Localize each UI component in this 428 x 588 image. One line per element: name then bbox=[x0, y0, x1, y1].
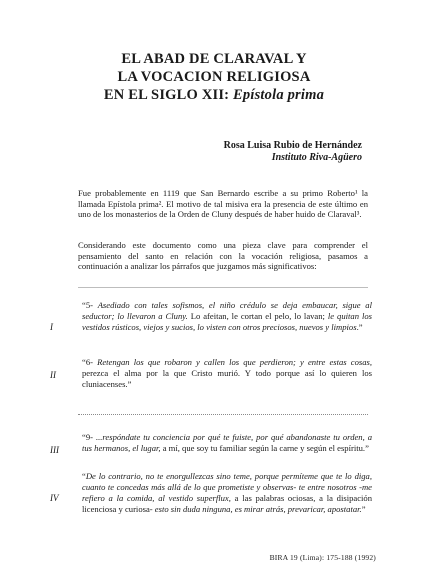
quote-numeral: III bbox=[50, 445, 59, 455]
author-block bbox=[224, 140, 362, 164]
title-line-3-italic: Epístola prima bbox=[233, 87, 325, 103]
quote-text-italic: Asediado con tales sofismos, el niño crédulo se deja embaucar, sigue al seductor; lo llevaron a Cluny. bbox=[82, 300, 372, 321]
title-line-3 bbox=[40, 86, 388, 104]
quote-text-italic: De lo contrario, no te enorgullezcas sino teme, porque permíteme que te lo diga, cuanto te concedas más allá de lo que prometiste y observas- te entre nosotros -me refiero a la comida, al vestido superflux, bbox=[82, 471, 372, 503]
journal-citation: BIRA 19 (Lima): 175-188 (1992) bbox=[269, 553, 376, 562]
article-title bbox=[40, 50, 388, 104]
quote-text: a mí, que soy tu familiar según la carne y según el espíritu.” bbox=[160, 443, 369, 453]
paragraph-intro: Fue probablemente en 1119 que San Bernardo escribe a su primo Roberto¹ la llamada Epístola prima². El motivo de tal misiva era la presencia de este último en uno de los monasterios de la Orden de Cluny después de haber huido de Claraval³. bbox=[78, 188, 368, 219]
quote-text-italic: le quitan los vestidos rústicos, viejos y sucios, lo visten con otros preciosos, nuevos y limpios bbox=[82, 311, 372, 332]
quote-text-italic: ...respóndate tu conciencia por qué te fuiste, por qué abandonaste tu orden, a tus hermanos, el lugar, bbox=[82, 432, 373, 453]
quote-text: “9- bbox=[82, 432, 96, 442]
dotted-divider bbox=[78, 414, 368, 415]
author-institution: Instituto Riva-Agüero bbox=[271, 152, 362, 163]
quote-numeral: IV bbox=[50, 493, 59, 503]
author-name: Rosa Luisa Rubio de Hernández bbox=[223, 140, 362, 151]
quote-block bbox=[82, 432, 372, 454]
title-line-2: LA VOCACION RELIGIOSA bbox=[117, 69, 311, 85]
quote-text-italic: Retengan los que robaron y callen los que perdieron; y entre estas cosas, bbox=[97, 357, 373, 367]
quote-text: a las palabras ociosas, a la disipación licenciosa y curiosa- bbox=[82, 493, 372, 514]
quote-numeral: I bbox=[50, 322, 53, 332]
title-line-3-prefix: EN EL SIGLO XII: bbox=[103, 87, 234, 103]
quote-text: “ bbox=[82, 471, 86, 481]
paragraph-context: Considerando este documento como una pieza clave para comprender el pensamiento del santo en relación con la vocación religiosa, pasamos a continuación a analizar los párrafos que juzgamos más significativos: bbox=[78, 240, 368, 271]
quote-text: ” bbox=[361, 504, 366, 514]
quote-block bbox=[82, 357, 372, 390]
quote-text: “5- bbox=[82, 300, 98, 310]
quote-block bbox=[82, 471, 372, 515]
quote-text: .” bbox=[356, 322, 363, 332]
quote-text-italic: esto sin duda ninguna, es mirar atrás, prevaricar, apostatar. bbox=[154, 504, 362, 514]
quote-text: “6- bbox=[82, 357, 98, 367]
quote-text: Lo afeitan, le cortan el pelo, lo lavan; bbox=[187, 311, 328, 321]
quote-numeral: II bbox=[50, 370, 56, 380]
divider-rule bbox=[78, 287, 368, 288]
quote-block bbox=[82, 300, 372, 333]
title-line-1: EL ABAD DE CLARAVAL Y bbox=[121, 51, 307, 67]
quote-text: perezca el alma por la que Cristo murió. Y todo porque así lo quieren los cluniacenses.” bbox=[82, 368, 372, 389]
